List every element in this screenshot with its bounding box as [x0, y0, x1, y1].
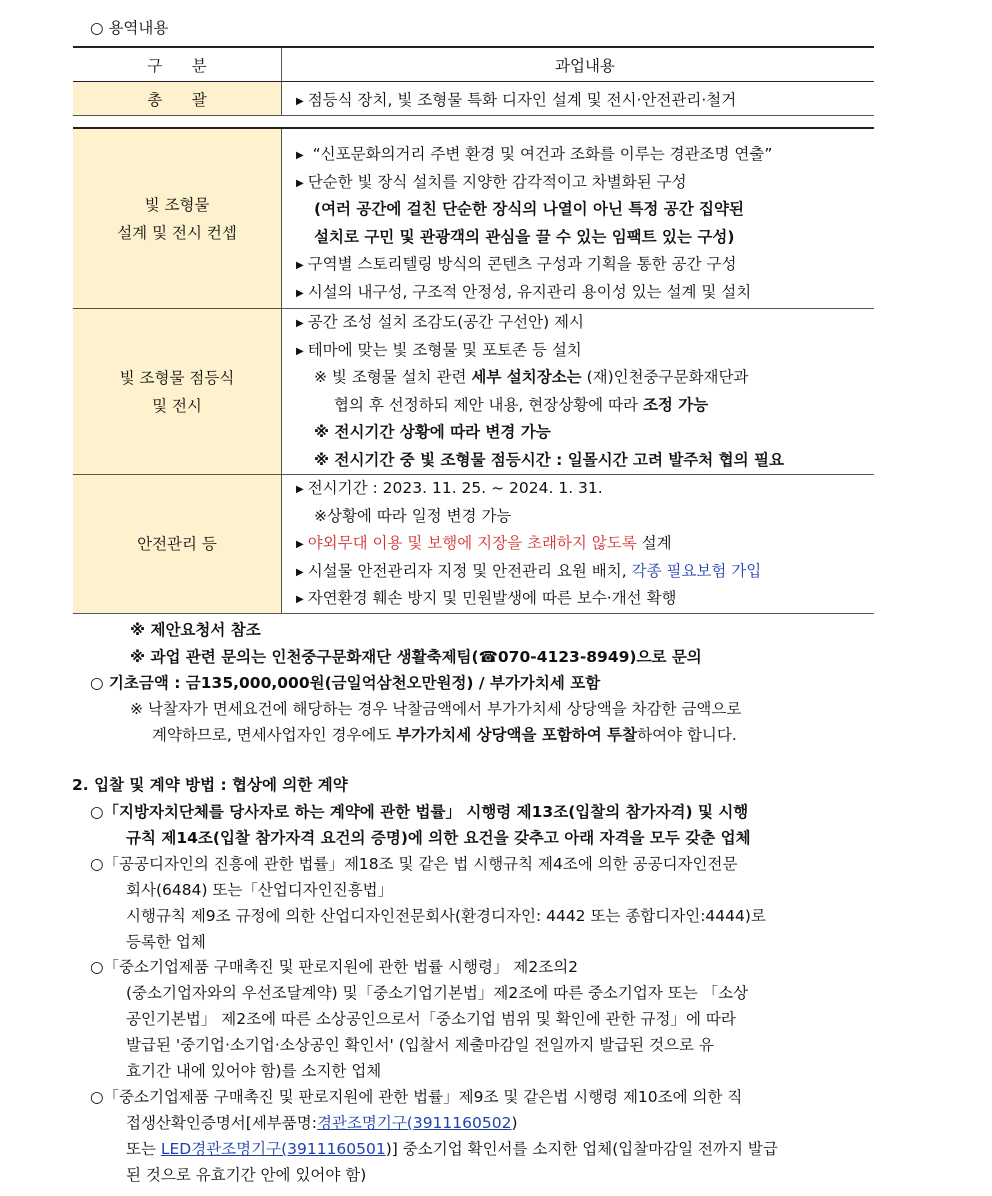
section2-title: 2. 입찰 및 계약 방법 : 협상에 의한 계약: [72, 776, 348, 794]
detail-table: [73, 127, 874, 614]
triangle-bullet-icon: ▶: [296, 260, 304, 271]
safety-content: [282, 475, 875, 614]
section2-bullet3-line2: (중소기업자와의 우선조달계약) 및「중소기업기본법」제2조에 따른 중소기업자 또는 「소상: [126, 984, 749, 1002]
section2-bullet4-line1: ○「중소기업제품 구매촉진 및 판로지원에 관한 법률」제9조 및 같은법 시행령 제10조에 의한 직: [90, 1088, 743, 1106]
section2-bullet4-line3: 또는 LED경관조명기구(3911160501)] 중소기업 확인서를 소지한 업체(입찰마감일 전까지 발급: [126, 1140, 778, 1158]
tax-note-line2: 계약하므로, 면세사업자인 경우에도 부가가치세 상당액을 포함하여 투찰하여야 합니다.: [152, 726, 737, 744]
exhibition-line: ※ 전시기간 중 빛 조형물 점등시간 : 일몰시간 고려 발주처 협의 필요: [314, 450, 784, 469]
concept-line: ▶ “신포문화의거리 주변 환경 및 여건과 조화를 이루는 경관조명 연출”: [296, 141, 874, 169]
safety-line: ▶ 자연환경 훼손 방지 및 민원발생에 따른 보수·개선 확행: [296, 585, 874, 613]
total-label: 총 괄: [73, 82, 282, 116]
section2-bullet3-line4: 발급된 '중기업·소기업·소상공인 확인서' (입찰서 제출마감일 전일까지 발급된 것으로 유: [126, 1036, 714, 1054]
product-code-link-1[interactable]: 경관조명기구(3911160502: [316, 1114, 512, 1132]
triangle-bullet-icon: ▶: [296, 345, 304, 357]
section2-bullet2-line1: ○「공공디자인의 진흥에 관한 법률」제18조 및 같은 법 시행규칙 제4조에 의한 공공디자인전문: [90, 855, 738, 873]
concept-content: [282, 128, 875, 309]
section2-bullet2-line2: 회사(6484) 또는「산업디자인진흥법」: [126, 881, 394, 899]
total-text-cell: [282, 82, 875, 116]
note-proposal-reference: ※ 제안요청서 참조: [130, 621, 261, 639]
section2-bullet2-line4: 등록한 업체: [126, 933, 206, 951]
exhibition-line: 협의 후 선정하되 제안 내용, 현장상황에 따라 조정 가능: [334, 395, 709, 414]
header-division: 구 분: [73, 47, 282, 82]
section2-bullet4-line4: 된 것으로 유효기간 안에 있어야 함): [126, 1166, 367, 1184]
concept-line: ▶ 구역별 스토리텔링 방식의 콘텐츠 구성과 기획을 통한 공간 구성: [296, 251, 874, 279]
summary-total-row: [73, 82, 874, 116]
triangle-bullet-icon: ▶: [296, 539, 304, 550]
section2-bullet3-line1: ○「중소기업제품 구매촉진 및 판로지원에 관한 법률 시행령」 제2조의2: [90, 958, 579, 976]
safety-line: ▶ 시설물 안전관리자 지정 및 안전관리 요원 배치, 각종 필요보험 가입: [296, 558, 874, 586]
summary-header-row: [73, 47, 874, 82]
exhibition-label: [73, 309, 282, 475]
concept-line: ▶ 시설의 내구성, 구조적 안정성, 유지관리 용이성 있는 설계 및 설치: [296, 279, 874, 307]
safety-label: 안전관리 등: [73, 475, 282, 614]
triangle-bullet-icon: ▶: [296, 594, 304, 605]
scope-heading: ○ 용역내용: [90, 19, 169, 37]
triangle-bullet-icon: ▶: [296, 287, 304, 299]
detail-row-concept: [73, 128, 874, 309]
note-inquiry: ※ 과업 관련 문의는 인천중구문화재단 생활축제팀(☎070-4123-8949)으로 문의: [130, 648, 702, 666]
exhibition-line: ▶ 공간 조성 설치 조감도(공간 구선안) 제시: [296, 309, 874, 337]
triangle-bullet-icon: ▶: [296, 95, 304, 107]
total-text: 점등식 장치, 빛 조형물 특화 디자인 설계 및 전시·안전관리·철거: [307, 90, 737, 109]
triangle-bullet-icon: ▶: [296, 318, 304, 329]
safety-line: ▶ 야외무대 이용 및 보행에 지장을 초래하지 않도록 설계: [296, 530, 874, 558]
section2-bullet4-line2: 접생산확인증명서[세부품명:경관조명기구(3911160502): [126, 1114, 518, 1132]
concept-label: [73, 128, 282, 309]
concept-line: (여러 공간에 걸친 단순한 장식의 나열이 아닌 특정 공간 집약된: [314, 200, 744, 218]
exhibition-label-line2: 및 전시: [152, 396, 202, 415]
section2-bullet1-line2: 규칙 제14조(입찰 참가자격 요건의 증명)에 의한 요건을 갖추고 아래 자격을 모두 갖춘 업체: [126, 829, 751, 847]
detail-row-exhibition: [73, 309, 874, 475]
triangle-bullet-icon: ▶: [296, 566, 304, 578]
safety-line: ※상황에 따라 일정 변경 가능: [314, 506, 512, 525]
product-code-link-2[interactable]: LED경관조명기구(3911160501: [160, 1140, 386, 1158]
triangle-bullet-icon: ▶: [296, 177, 304, 189]
summary-table: [73, 46, 874, 116]
tax-note-line1: ※ 낙찰자가 면세요건에 해당하는 경우 낙찰금액에서 부가가치세 상당액을 차감한 금액으로: [130, 700, 742, 718]
section2-bullet3-line3: 공인기본법」 제2조에 따른 소상공인으로서「중소기업 범위 및 확인에 관한 규정」에 따라: [126, 1010, 736, 1028]
safety-line: ▶ 전시기간 : 2023. 11. 25. ~ 2024. 1. 31.: [296, 475, 874, 503]
section2-bullet1-line1: ○「지방자치단체를 당사자로 하는 계약에 관한 법률」 시행령 제13조(입찰의 참가자격) 및 시행: [90, 803, 749, 821]
section2-bullet3-line5: 효기간 내에 있어야 함)를 소지한 업체: [126, 1062, 382, 1080]
exhibition-label-line1: 빛 조형물 점등식: [119, 368, 235, 387]
exhibition-line: ※ 빛 조형물 설치 관련 세부 설치장소는 (재)인천중구문화재단과: [314, 368, 749, 386]
exhibition-line: ※ 전시기간 상황에 따라 변경 가능: [314, 423, 551, 441]
triangle-bullet-icon: ▶: [296, 150, 304, 161]
concept-line: ▶ 단순한 빛 장식 설치를 지양한 감각적이고 차별화된 구성: [296, 169, 874, 197]
concept-line: 설치로 구민 및 관광객의 관심을 끌 수 있는 임팩트 있는 구성): [314, 227, 735, 246]
exhibition-content: [282, 309, 875, 475]
budget-line: ○ 기초금액 : 금135,000,000원(금일억삼천오만원정) / 부가가치세 포함: [90, 674, 601, 692]
triangle-bullet-icon: ▶: [296, 484, 304, 495]
header-task-content: 과업내용: [282, 47, 875, 82]
exhibition-line: ▶ 테마에 맞는 빛 조형물 및 포토존 등 설치: [296, 337, 874, 365]
section2-bullet2-line3: 시행규칙 제9조 규정에 의한 산업디자인전문회사(환경디자인: 4442 또는 종합디자인:4444)로: [126, 907, 766, 925]
detail-row-safety: [73, 475, 874, 614]
concept-label-line1: 빛 조형물: [144, 195, 210, 214]
concept-label-line2: 설계 및 전시 컨셉: [117, 223, 237, 242]
